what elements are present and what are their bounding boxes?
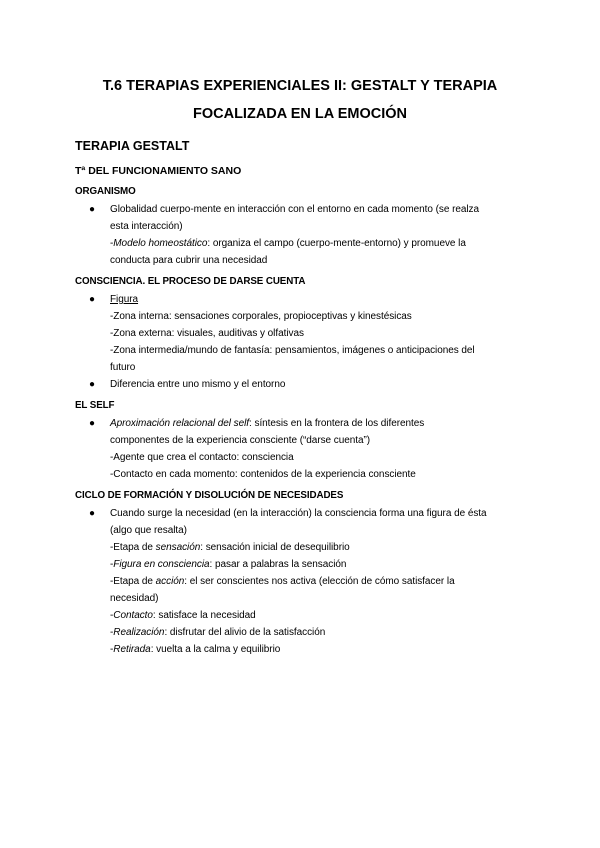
text-segment: : disfrutar del alivio de la satisfacción <box>164 627 326 638</box>
italic-term: acción <box>155 576 185 587</box>
italic-term: sensación <box>155 542 201 553</box>
ciclo-line-7 <box>110 609 256 622</box>
ciclo-line-4 <box>110 558 346 571</box>
heading-el-self: EL SELF <box>75 400 115 411</box>
self-line-1 <box>110 417 424 430</box>
consciencia-line-5: futuro <box>110 362 136 373</box>
document-title-line-1: T.6 TERAPIAS EXPERIENCIALES II: GESTALT Y TERAPIA <box>102 78 498 94</box>
text-segment: : vuelta a la calma y equilibrio <box>150 644 281 655</box>
text-segment: - <box>110 238 114 249</box>
bullet-icon: ● <box>89 508 96 519</box>
text-segment: - <box>110 610 114 621</box>
text-segment: -Etapa de <box>110 576 156 587</box>
text-segment: : satisface la necesidad <box>152 610 256 621</box>
text-segment: - <box>110 627 114 638</box>
document-title-line-2: FOCALIZADA EN LA EMOCIÓN <box>193 106 407 122</box>
section-heading-terapia-gestalt: TERAPIA GESTALT <box>75 139 190 153</box>
consciencia-line-3: -Zona externa: visuales, auditivas y olfativas <box>110 328 304 339</box>
consciencia-line-2: -Zona interna: sensaciones corporales, propioceptivas y kinestésicas <box>110 311 412 322</box>
organismo-line-3 <box>110 237 466 250</box>
text-segment: - <box>110 559 114 570</box>
italic-term: Retirada <box>113 644 151 655</box>
bullet-icon: ● <box>89 418 96 429</box>
heading-organismo: ORGANISMO <box>75 186 136 197</box>
consciencia-bullet-2: Diferencia entre uno mismo y el entorno <box>110 379 286 390</box>
bullet-icon: ● <box>89 379 96 390</box>
organismo-line-4: conducta para cubrir una necesidad <box>110 255 268 266</box>
italic-term: Figura en consciencia <box>113 559 210 570</box>
text-segment: : el ser conscientes nos activa (elección de cómo satisfacer la <box>184 576 455 587</box>
ciclo-line-5 <box>110 575 455 588</box>
text-segment: -Etapa de <box>110 542 156 553</box>
ciclo-line-9 <box>110 643 280 656</box>
ciclo-line-2: (algo que resalta) <box>110 525 187 536</box>
text-segment: : síntesis en la frontera de los diferentes <box>249 418 425 429</box>
consciencia-figura: Figura <box>110 294 139 305</box>
text-segment: - <box>110 644 114 655</box>
italic-term: Realización <box>113 627 165 638</box>
bullet-icon: ● <box>89 294 96 305</box>
ciclo-line-8 <box>110 626 325 639</box>
organismo-line-1: Globalidad cuerpo-mente en interacción con el entorno en cada momento (se realza <box>110 204 479 215</box>
italic-term: Contacto <box>113 610 153 621</box>
consciencia-line-4: -Zona intermedia/mundo de fantasía: pensamientos, imágenes o anticipaciones del <box>110 345 475 356</box>
organismo-line-2: esta interacción) <box>110 221 183 232</box>
ciclo-line-6: necesidad) <box>110 593 159 604</box>
italic-term: Aproximación relacional del self <box>110 418 250 429</box>
self-line-2: componentes de la experiencia consciente (“darse cuenta”) <box>110 435 371 446</box>
ciclo-line-3 <box>110 541 350 554</box>
text-segment: : sensación inicial de desequilibrio <box>200 542 350 553</box>
heading-ciclo: CICLO DE FORMACIÓN Y DISOLUCIÓN DE NECESIDADES <box>75 490 344 501</box>
self-line-4: -Contacto en cada momento: contenidos de la experiencia consciente <box>110 469 416 480</box>
italic-term: Modelo homeostático <box>113 238 208 249</box>
ciclo-line-1: Cuando surge la necesidad (en la interacción) la consciencia forma una figura de ésta <box>110 508 487 519</box>
subsection-heading-funcionamiento-sano: Tª DEL FUNCIONAMIENTO SANO <box>75 165 242 177</box>
heading-consciencia: CONSCIENCIA. EL PROCESO DE DARSE CUENTA <box>75 276 306 287</box>
bullet-icon: ● <box>89 204 96 215</box>
text-segment: : pasar a palabras la sensación <box>209 559 347 570</box>
self-line-3: -Agente que crea el contacto: consciencia <box>110 452 294 463</box>
text-segment: : organiza el campo (cuerpo-mente-entorno) y promueve la <box>207 238 466 249</box>
